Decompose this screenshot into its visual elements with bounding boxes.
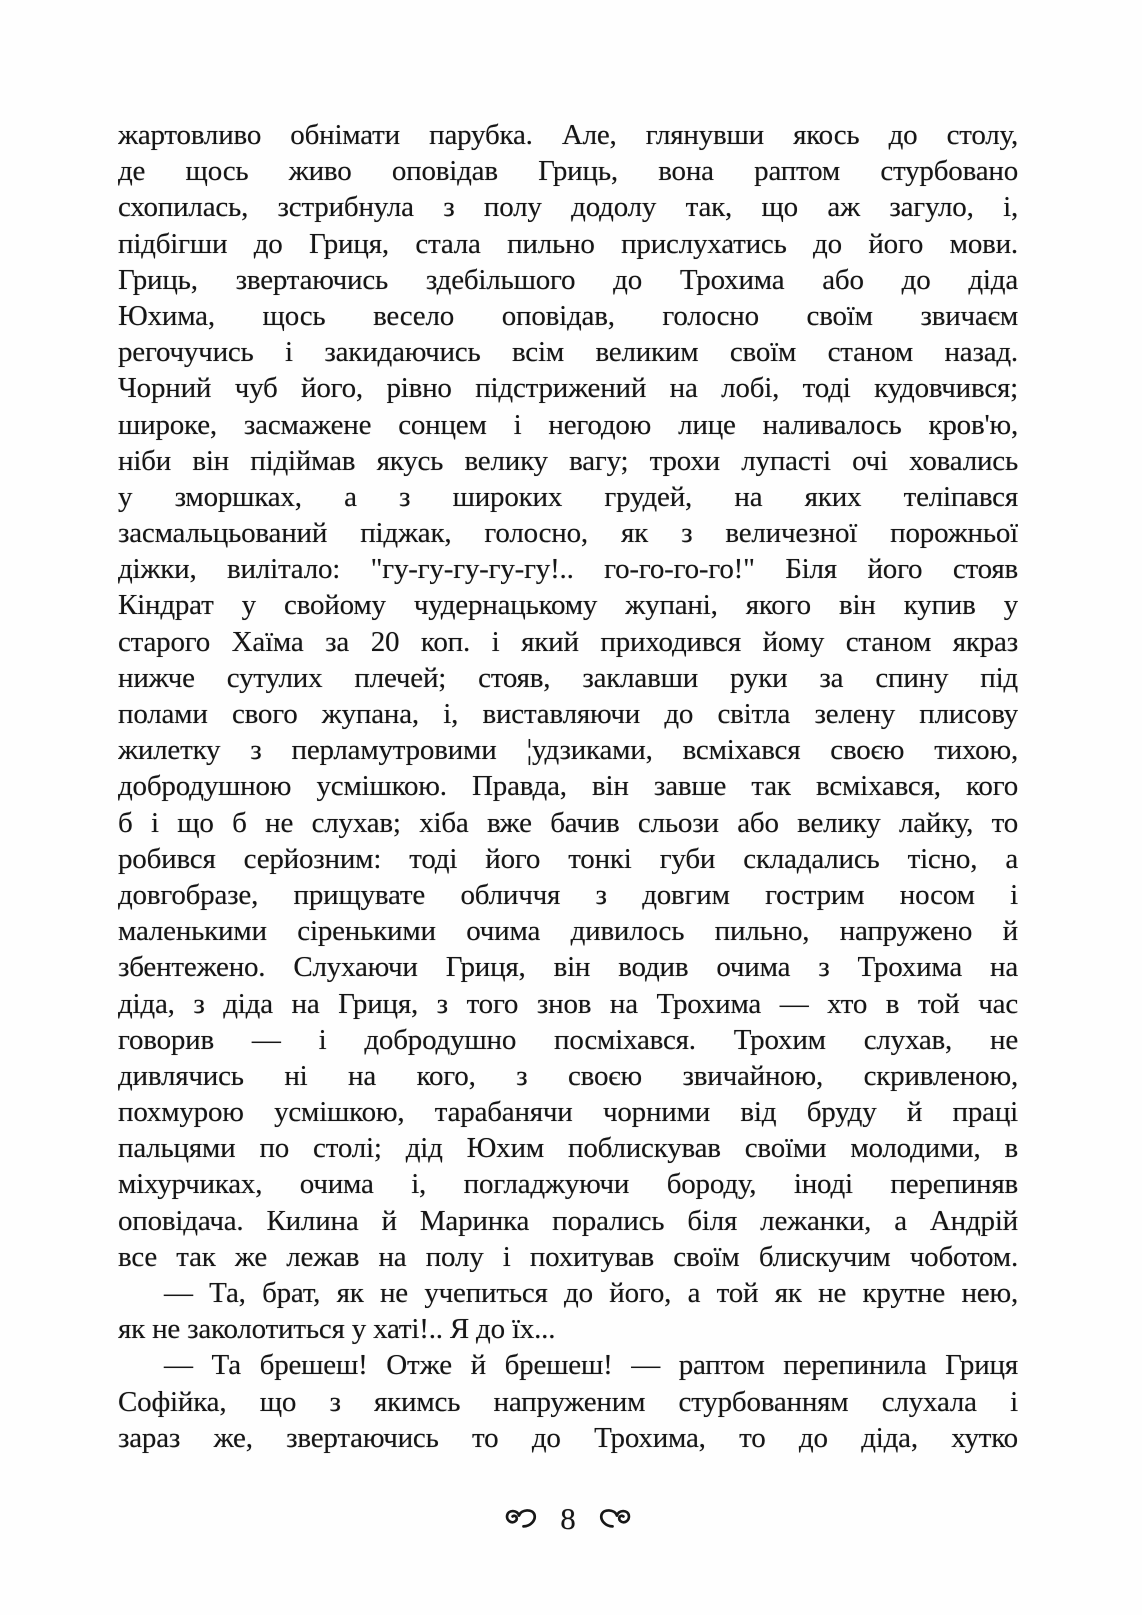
fleuron-right-icon [598, 1507, 632, 1530]
text-line: оповідача. Килина й Маринка порались біля лежанки, а Андрій [118, 1204, 1018, 1237]
text-line: схопилась, зстрибнула з полу додолу так, що аж загуло, і, [118, 191, 1018, 224]
text-line: збентежено. Слухаючи Гриця, він водив очима з Трохима на [118, 951, 1018, 984]
text-line: все так же лежав на полу і похитував своїм блискучим чоботом. [118, 1240, 1018, 1273]
text-line: зараз же, звертаючись то до Трохима, то до діда, хутко [118, 1421, 1018, 1454]
text-line: жартовливо обнімати парубка. Але, глянувши якось до столу, [118, 119, 1018, 151]
text-line: добродушною усмішкою. Правда, він завше так всміхався, кого [118, 770, 1018, 803]
text-line-dialogue: — Та брешеш! Отже й брешеш! — раптом перепинила Гриця [164, 1349, 1018, 1382]
text-line: старого Хаїма за 20 коп. і який приходився йому станом якраз [118, 625, 1018, 658]
text-line: жилетку з перламутровими ¦удзиками, всміхався своєю тихою, [118, 734, 1018, 767]
page-footer [118, 1503, 1018, 1534]
text-line: широке, засмажене сонцем і негодою лице наливалось кров'ю, [118, 408, 1018, 441]
text-line: засмальцьований піджак, голосно, як з величезної порожньої [118, 517, 1018, 550]
text-line: маленькими сіренькими очима дивилось пильно, напружено й [118, 915, 1018, 948]
text-line: у зморшках, а з широких грудей, на яких теліпався [118, 480, 1018, 513]
text-line: пальцями по столі; дід Юхим поблискував своїми молодими, в [118, 1132, 1018, 1165]
text-line: регочучись і закидаючись всім великим своїм станом назад. [118, 336, 1018, 369]
text-line: дивлячись ні на кого, з своєю звичайною, скривленою, [118, 1059, 1018, 1092]
page-number: 8 [560, 1501, 576, 1536]
text-line: говорив — і добродушно посміхався. Трохим слухав, не [118, 1023, 1018, 1056]
text-line: похмурою усмішкою, тарабанячи чорними від бруду й праці [118, 1096, 1018, 1129]
fleuron-left-icon [504, 1507, 538, 1530]
text-line: Гриць, звертаючись здебільшого до Трохима або до діда [118, 263, 1018, 296]
text-line: діда, з діда на Гриця, з того знов на Трохима — хто в той час [118, 987, 1018, 1020]
text-line: де щось живо оповідав Гриць, вона раптом стурбовано [118, 155, 1018, 188]
text-line: Софійка, що з якимсь напруженим стурбованням слухала і [118, 1385, 1018, 1418]
text-line: ніби він підіймав якусь велику вагу; трохи лупасті очі ховались [118, 444, 1018, 477]
text-line: полами свого жупана, і, виставляючи до світла зелену плисову [118, 698, 1018, 730]
text-line: міхурчиках, очима і, погладжуючи бороду, іноді перепиняв [118, 1168, 1018, 1201]
text-line: робився серйозним: тоді його тонкі губи складались тісно, а [118, 842, 1018, 875]
text-line: довгобразе, прищувате обличчя з довгим гострим носом і [118, 878, 1018, 911]
text-line-dialogue: — Та, брат, як не учепиться до його, а той як не крутне нею, [164, 1277, 1018, 1309]
text-line: як не заколотиться у хаті!.. Я до їх... [118, 1313, 556, 1346]
text-line: б і що б не слухав; хіба вже бачив сльози або велику лайку, то [118, 806, 1018, 839]
text-line: Чорний чуб його, рівно підстрижений на лобі, тоді кудовчився; [118, 372, 1018, 405]
text-line: підбігши до Гриця, стала пильно прислухатись до його мови. [118, 227, 1018, 260]
page-text-block [118, 117, 1018, 1456]
text-line: нижче сутулих плечей; стояв, заклавши руки за спину під [118, 661, 1018, 694]
text-line: Кіндрат у свойому чудернацькому жупані, якого він купив у [118, 589, 1018, 622]
text-line: Юхима, щось весело оповідав, голосно своїм звичаєм [118, 299, 1018, 332]
text-line: діжки, вилітало: "гу-гу-гу-гу-гу!.. го-го-го-го!" Біля його стояв [118, 553, 1018, 586]
